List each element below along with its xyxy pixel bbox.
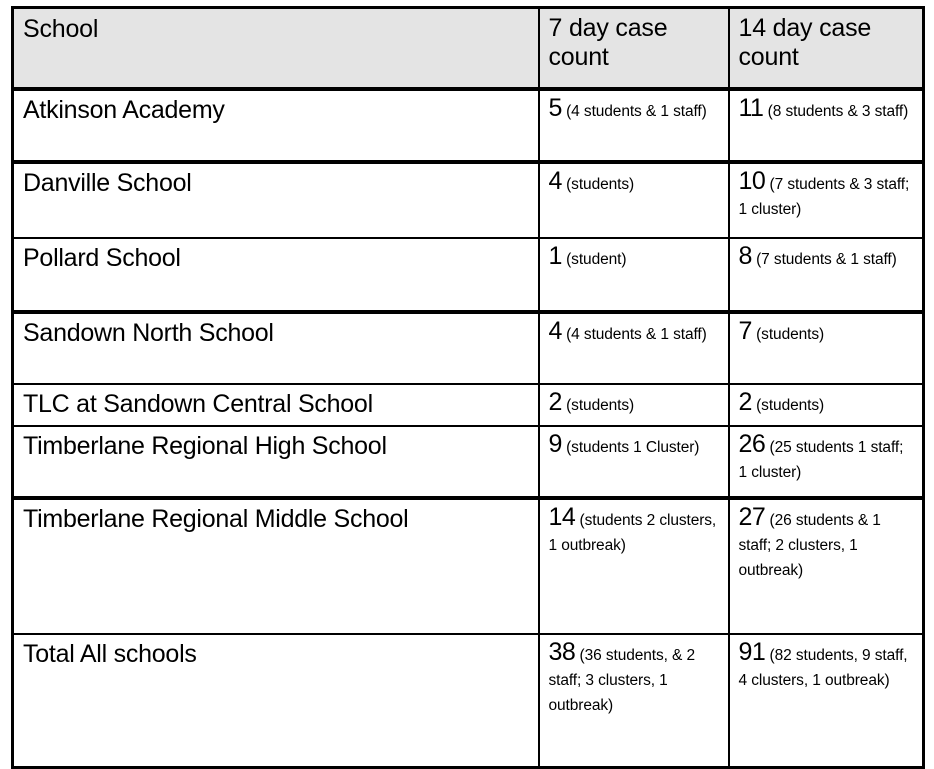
count-detail: (students 2 clusters, 1 outbreak) [548,511,717,554]
column-header-14-day-case-count: 14 day case count [729,8,924,90]
count-value: 9 [548,429,562,458]
cell-school-name: TLC at Sandown Central School [13,384,539,426]
cell-school-name: Sandown North School [13,312,539,384]
count-value: 10 [738,167,766,195]
cell-school-name: Timberlane Regional Middle School [13,498,539,634]
header-row [13,8,924,90]
count-value: 14 [548,502,576,531]
count-detail: (25 students 1 staff; 1 cluster) [738,438,904,481]
table-body [13,89,924,767]
count-value: 1 [548,242,562,270]
count-detail: (students) [756,326,825,343]
count-detail: (students) [566,397,635,414]
count-value: 2 [738,388,752,416]
count-detail: (students 1 Cluster) [566,438,700,456]
cell-school-name: Total All schools [13,634,539,768]
cell-14-day-count [729,312,924,384]
count-detail: (7 students & 3 staff; 1 cluster) [738,176,910,219]
table-row [13,312,924,384]
cell-14-day-count [729,89,924,162]
table-row-total [13,634,924,768]
count-value: 27 [738,502,766,531]
cell-7-day-count [539,384,729,426]
cell-14-day-count [729,238,924,312]
school-case-count-table [11,6,925,769]
cell-14-day-count [729,384,924,426]
cell-school-name: Danville School [13,162,539,238]
cell-7-day-count [539,238,729,312]
cell-7-day-count [539,89,729,162]
cell-14-day-count [729,498,924,634]
cell-school-name: Timberlane Regional High School [13,426,539,498]
cell-7-day-count [539,312,729,384]
count-detail: (students) [566,176,635,193]
count-value: 5 [548,94,562,122]
cell-7-day-count [539,498,729,634]
table-row [13,498,924,634]
count-detail: (4 students & 1 staff) [566,103,707,120]
table-row [13,162,924,238]
cell-7-day-count [539,162,729,238]
table-row [13,238,924,312]
count-value: 7 [738,317,752,345]
table-row [13,426,924,498]
cell-14-day-count [729,162,924,238]
cell-school-name: Atkinson Academy [13,89,539,162]
count-detail: (8 students & 3 staff) [767,103,909,120]
case-count-table-container [11,6,922,769]
cell-school-name: Pollard School [13,238,539,312]
cell-7-day-count [539,634,729,768]
count-detail: (students) [756,397,825,414]
count-value: 4 [548,167,562,195]
count-detail: (82 students, 9 staff, 4 clusters, 1 outbreak) [738,646,908,689]
count-detail: (4 students & 1 staff) [566,326,707,343]
count-value: 2 [548,388,562,416]
cell-7-day-count [539,426,729,498]
count-detail: (26 students & 1 staff; 2 clusters, 1 outbreak) [738,511,881,579]
column-header-7-day-case-count: 7 day case count [539,8,729,90]
count-value: 4 [548,317,562,345]
count-detail: (student) [566,251,627,268]
count-value: 11 [738,94,764,122]
count-value: 8 [738,242,752,270]
count-detail: (7 students & 1 staff) [756,251,897,268]
table-row [13,384,924,426]
table-row [13,89,924,162]
count-value: 26 [738,429,766,458]
count-value: 38 [548,637,576,666]
count-detail: (36 students, & 2 staff; 3 clusters, 1 outbreak) [548,646,696,714]
table-header [13,8,924,90]
cell-14-day-count [729,426,924,498]
count-value: 91 [738,637,766,666]
cell-14-day-count [729,634,924,768]
column-header-school: School [13,8,539,90]
